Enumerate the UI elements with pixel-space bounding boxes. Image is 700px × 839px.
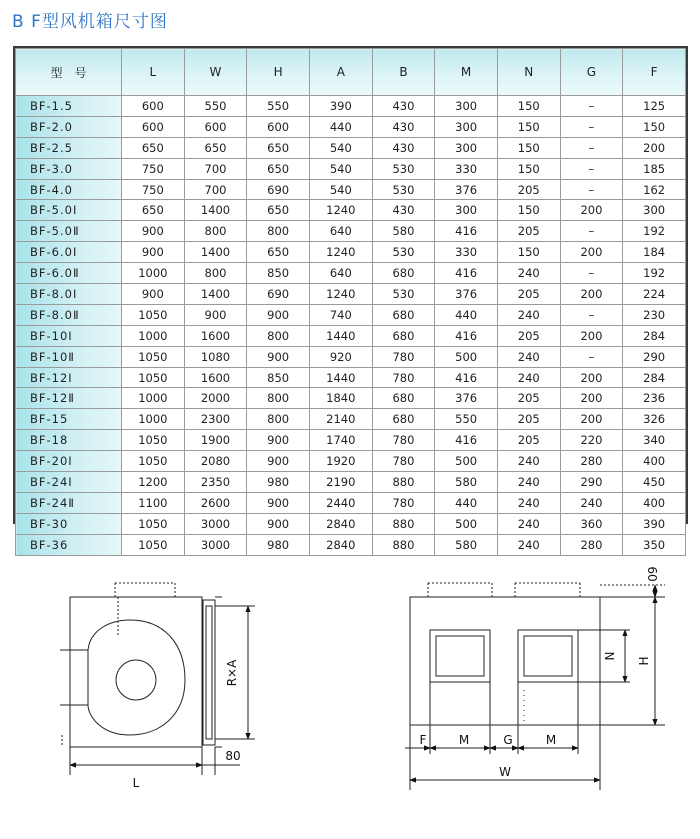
value-cell: 240 [497,263,560,284]
value-cell: 200 [560,242,623,263]
value-cell: 550 [184,96,247,117]
model-cell: BF-15 [16,409,122,430]
value-cell: 1000 [122,409,185,430]
table-row [16,137,686,158]
value-cell: 850 [247,367,310,388]
value-cell: 1600 [184,367,247,388]
value-cell: 1240 [309,242,372,263]
table-row [16,513,686,534]
label-L: L [132,776,140,790]
value-cell: 1000 [122,388,185,409]
value-cell: 150 [623,116,686,137]
table-row [16,492,686,513]
value-cell: 900 [247,492,310,513]
table-row [16,263,686,284]
value-cell: 400 [623,492,686,513]
value-cell: 1440 [309,367,372,388]
value-cell: 2300 [184,409,247,430]
value-cell: 376 [435,388,498,409]
model-cell: BF-12Ⅰ [16,367,122,388]
table-body [16,96,686,556]
value-cell: 1400 [184,200,247,221]
value-cell: 900 [247,346,310,367]
value-cell: 416 [435,430,498,451]
value-cell: 3000 [184,534,247,555]
value-cell: 680 [372,263,435,284]
model-cell: BF-8.0Ⅰ [16,284,122,305]
value-cell: 416 [435,325,498,346]
value-cell: 550 [247,96,310,117]
header-b: B [372,49,435,96]
value-cell: 530 [372,242,435,263]
value-cell: 1600 [184,325,247,346]
value-cell: 2840 [309,513,372,534]
value-cell: 1000 [122,263,185,284]
value-cell: 900 [184,304,247,325]
model-cell: BF-36 [16,534,122,555]
value-cell: 1050 [122,304,185,325]
value-cell: 600 [247,116,310,137]
value-cell: – [560,304,623,325]
value-cell: 416 [435,221,498,242]
header-a: A [309,49,372,96]
value-cell: 280 [560,451,623,472]
value-cell: 500 [435,451,498,472]
header-f: F [623,49,686,96]
value-cell: 880 [372,513,435,534]
value-cell: 330 [435,242,498,263]
value-cell: 1050 [122,430,185,451]
value-cell: 416 [435,367,498,388]
value-cell: 640 [309,263,372,284]
value-cell: 900 [122,242,185,263]
value-cell: 780 [372,430,435,451]
label-80: 80 [225,749,241,763]
value-cell: 650 [247,200,310,221]
value-cell: 880 [372,534,435,555]
value-cell: 290 [623,346,686,367]
value-cell: 800 [247,388,310,409]
value-cell: 284 [623,367,686,388]
value-cell: 900 [122,221,185,242]
value-cell: 1840 [309,388,372,409]
value-cell: 580 [435,534,498,555]
value-cell: 240 [560,492,623,513]
value-cell: 150 [497,200,560,221]
value-cell: 700 [184,158,247,179]
value-cell: 690 [247,284,310,305]
value-cell: 360 [560,513,623,534]
value-cell: 900 [247,304,310,325]
table-row [16,200,686,221]
label-60: 60 [645,566,659,582]
value-cell: 650 [247,242,310,263]
value-cell: 400 [623,451,686,472]
model-cell: BF-24Ⅱ [16,492,122,513]
value-cell: 224 [623,284,686,305]
header-n: N [497,49,560,96]
model-cell: BF-5.0Ⅱ [16,221,122,242]
table-row [16,472,686,493]
value-cell: 500 [435,513,498,534]
value-cell: 880 [372,472,435,493]
model-cell: BF-24Ⅰ [16,472,122,493]
table-row [16,325,686,346]
value-cell: 780 [372,346,435,367]
value-cell: 1100 [122,492,185,513]
value-cell: 376 [435,284,498,305]
table-row [16,158,686,179]
value-cell: 680 [372,409,435,430]
value-cell: 290 [560,472,623,493]
value-cell: 900 [247,451,310,472]
drawings-svg [0,540,700,835]
model-cell: BF-4.0 [16,179,122,200]
model-cell: BF-10Ⅱ [16,346,122,367]
model-cell: BF-12Ⅱ [16,388,122,409]
value-cell: 2000 [184,388,247,409]
value-cell: – [560,137,623,158]
value-cell: 300 [623,200,686,221]
value-cell: 1920 [309,451,372,472]
table-row [16,221,686,242]
value-cell: – [560,346,623,367]
label-W: W [499,765,511,779]
label-H: H [637,656,651,666]
header-l: L [122,49,185,96]
value-cell: 980 [247,534,310,555]
value-cell: 125 [623,96,686,117]
value-cell: 205 [497,179,560,200]
table-row [16,451,686,472]
value-cell: 1740 [309,430,372,451]
value-cell: 800 [247,325,310,346]
dimension-table [13,46,688,552]
value-cell: 900 [247,430,310,451]
value-cell: 200 [560,284,623,305]
value-cell: 240 [497,492,560,513]
front-view-drawing [405,583,665,790]
value-cell: 450 [623,472,686,493]
page-title: B F型风机箱尺寸图 [12,12,168,32]
value-cell: 580 [372,221,435,242]
value-cell: 2080 [184,451,247,472]
value-cell: 440 [309,116,372,137]
table-row [16,409,686,430]
value-cell: 2600 [184,492,247,513]
table-row [16,346,686,367]
model-cell: BF-20Ⅰ [16,451,122,472]
value-cell: 240 [497,367,560,388]
header-model: 型 号 [16,49,122,96]
value-cell: – [560,179,623,200]
value-cell: 780 [372,492,435,513]
model-cell: BF-6.0Ⅱ [16,263,122,284]
value-cell: 240 [497,534,560,555]
value-cell: 200 [560,409,623,430]
value-cell: 850 [247,263,310,284]
value-cell: 185 [623,158,686,179]
value-cell: 350 [623,534,686,555]
value-cell: 236 [623,388,686,409]
value-cell: 200 [560,325,623,346]
fan-box-drawings [0,540,700,835]
table-row [16,430,686,451]
value-cell: 1200 [122,472,185,493]
value-cell: 3000 [184,513,247,534]
label-M2: M [545,733,557,747]
value-cell: 230 [623,304,686,325]
table-row [16,116,686,137]
value-cell: 240 [497,513,560,534]
value-cell: 300 [435,116,498,137]
value-cell: 650 [122,137,185,158]
value-cell: 150 [497,116,560,137]
value-cell: 300 [435,200,498,221]
value-cell: 300 [435,137,498,158]
table-row [16,367,686,388]
value-cell: 700 [184,179,247,200]
value-cell: 184 [623,242,686,263]
label-M1: M [458,733,470,747]
model-cell: BF-5.0Ⅰ [16,200,122,221]
value-cell: 430 [372,200,435,221]
value-cell: 1440 [309,325,372,346]
value-cell: 430 [372,137,435,158]
value-cell: 2350 [184,472,247,493]
value-cell: – [560,158,623,179]
value-cell: – [560,116,623,137]
value-cell: – [560,263,623,284]
value-cell: 800 [184,263,247,284]
model-cell: BF-30 [16,513,122,534]
value-cell: 390 [623,513,686,534]
value-cell: 192 [623,263,686,284]
table-row [16,179,686,200]
value-cell: 1050 [122,451,185,472]
model-cell: BF-1.5 [16,96,122,117]
header-g: G [560,49,623,96]
value-cell: 240 [497,451,560,472]
value-cell: 900 [122,284,185,305]
value-cell: 205 [497,284,560,305]
value-cell: 326 [623,409,686,430]
value-cell: 500 [435,346,498,367]
value-cell: 200 [560,367,623,388]
value-cell: 200 [623,137,686,158]
value-cell: 376 [435,179,498,200]
label-RxA: R×A [225,659,239,687]
value-cell: 540 [309,158,372,179]
value-cell: 580 [435,472,498,493]
value-cell: 750 [122,158,185,179]
value-cell: 430 [372,116,435,137]
value-cell: 280 [560,534,623,555]
value-cell: 330 [435,158,498,179]
value-cell: 150 [497,96,560,117]
dimension-table-grid [15,48,686,556]
value-cell: 1240 [309,200,372,221]
value-cell: 1240 [309,284,372,305]
model-cell: BF-3.0 [16,158,122,179]
value-cell: 150 [497,158,560,179]
value-cell: 340 [623,430,686,451]
value-cell: 240 [497,472,560,493]
value-cell: 440 [435,304,498,325]
header-w: W [184,49,247,96]
table-row [16,96,686,117]
value-cell: 1050 [122,367,185,388]
value-cell: 2140 [309,409,372,430]
value-cell: 600 [184,116,247,137]
value-cell: 680 [372,304,435,325]
value-cell: 680 [372,388,435,409]
header-h: H [247,49,310,96]
value-cell: 900 [247,513,310,534]
value-cell: 200 [560,200,623,221]
value-cell: 240 [497,304,560,325]
value-cell: 1900 [184,430,247,451]
value-cell: 205 [497,388,560,409]
value-cell: 530 [372,284,435,305]
value-cell: 416 [435,263,498,284]
value-cell: 600 [122,116,185,137]
value-cell: 740 [309,304,372,325]
value-cell: 192 [623,221,686,242]
value-cell: 162 [623,179,686,200]
model-cell: BF-8.0Ⅱ [16,304,122,325]
value-cell: 530 [372,158,435,179]
value-cell: 430 [372,96,435,117]
value-cell: 980 [247,472,310,493]
value-cell: 220 [560,430,623,451]
value-cell: 780 [372,367,435,388]
value-cell: 300 [435,96,498,117]
model-cell: BF-2.0 [16,116,122,137]
value-cell: 690 [247,179,310,200]
value-cell: 680 [372,325,435,346]
model-cell: BF-6.0Ⅰ [16,242,122,263]
value-cell: 200 [560,388,623,409]
value-cell: 640 [309,221,372,242]
value-cell: 550 [435,409,498,430]
value-cell: 1080 [184,346,247,367]
value-cell: 1050 [122,513,185,534]
table-row [16,388,686,409]
value-cell: 205 [497,221,560,242]
value-cell: 530 [372,179,435,200]
value-cell: 205 [497,325,560,346]
value-cell: 1400 [184,284,247,305]
value-cell: 205 [497,409,560,430]
value-cell: 1050 [122,346,185,367]
value-cell: 390 [309,96,372,117]
value-cell: 540 [309,137,372,158]
value-cell: 2440 [309,492,372,513]
value-cell: 1050 [122,534,185,555]
model-cell: BF-10Ⅰ [16,325,122,346]
value-cell: 800 [184,221,247,242]
table-row [16,242,686,263]
value-cell: 780 [372,451,435,472]
value-cell: 650 [247,137,310,158]
value-cell: 800 [247,221,310,242]
value-cell: – [560,96,623,117]
value-cell: 1000 [122,325,185,346]
value-cell: 150 [497,242,560,263]
value-cell: – [560,221,623,242]
value-cell: 284 [623,325,686,346]
table-row [16,304,686,325]
value-cell: 800 [247,409,310,430]
value-cell: 600 [122,96,185,117]
value-cell: 150 [497,137,560,158]
value-cell: 2840 [309,534,372,555]
value-cell: 1400 [184,242,247,263]
model-cell: BF-18 [16,430,122,451]
value-cell: 2190 [309,472,372,493]
table-row [16,284,686,305]
label-N: N [603,651,617,661]
value-cell: 650 [184,137,247,158]
value-cell: 650 [122,200,185,221]
value-cell: 920 [309,346,372,367]
value-cell: 650 [247,158,310,179]
value-cell: 540 [309,179,372,200]
value-cell: 240 [497,346,560,367]
value-cell: 440 [435,492,498,513]
table-header-row [16,49,686,96]
label-F: F [419,733,427,747]
value-cell: 750 [122,179,185,200]
label-G: G [503,733,513,747]
header-m: M [435,49,498,96]
value-cell: 205 [497,430,560,451]
model-cell: BF-2.5 [16,137,122,158]
